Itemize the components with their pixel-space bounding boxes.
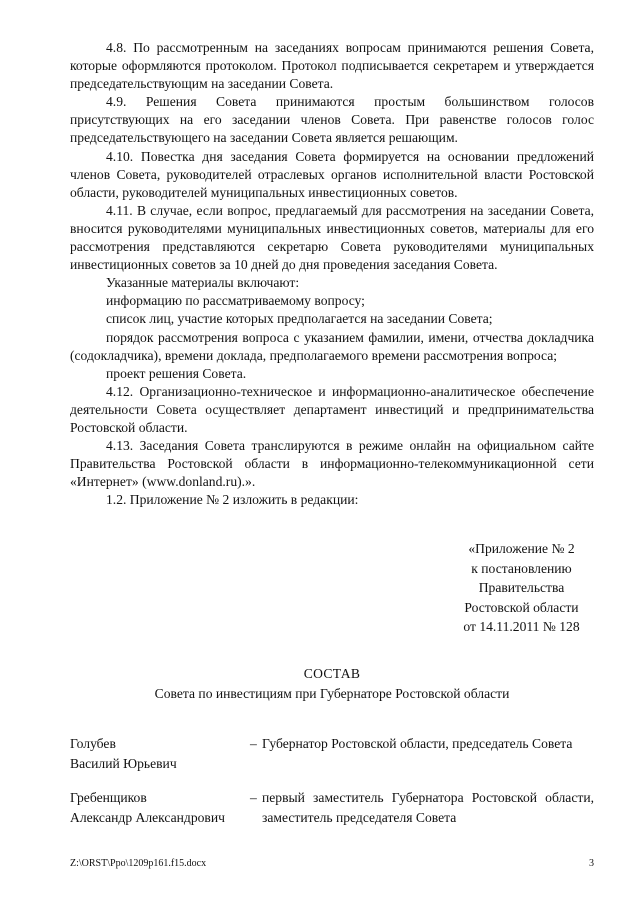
approval-line: к постановлению <box>471 560 572 576</box>
materials-item-draft: проект решения Совета. <box>106 365 247 381</box>
materials-intro: Указанные материалы включают: <box>106 275 300 291</box>
approval-line: Ростовской области <box>464 599 579 615</box>
page-number: 3 <box>589 858 594 869</box>
approval-line: Правительства <box>478 580 565 596</box>
paragraph-4-10: 4.10. Повестка дня заседания Совета формируется на основании предложений членов Совета, руководителей отраслевых органов исполнительной власти Ростовской области, руководителей муниципальных инвестиционных советов. <box>70 148 594 200</box>
approval-line: от 14.11.2011 № 128 <box>463 619 580 635</box>
member-surname: Голубев <box>70 736 116 752</box>
file-path: Z:\ORST\Ppo\1209p161.f15.docx <box>70 858 207 869</box>
approval-line: «Приложение № 2 <box>468 541 575 557</box>
member-given-names: Василий Юрьевич <box>70 755 177 771</box>
appendix-approval-block <box>449 539 594 636</box>
member-row <box>70 788 594 827</box>
member-role: первый заместитель Губернатора Ростовской области, заместитель председателя Совета <box>262 790 594 825</box>
member-dash: – <box>250 790 257 806</box>
paragraph-4-9: 4.9. Решения Совета принимаются простым большинством голосов присутствующих на его заседании членов Совета. При равенстве голосов голос председательствующего на заседании Совета является решающим. <box>70 94 594 146</box>
member-name <box>70 734 250 773</box>
composition-title-block <box>70 664 594 704</box>
paragraph-4-8: 4.8. По рассмотренным на заседаниях вопросам принимаются решения Совета, которые оформляются протоколом. Протокол подписывается секретарем и утверждается председательствующим на заседании Совета. <box>70 40 594 92</box>
materials-item-procedure: порядок рассмотрения вопроса с указанием фамилии, имени, отчества докладчика (содокладчика), времени доклада, предполагаемого времени рассмотрения вопроса; <box>70 329 594 363</box>
materials-item-info: информацию по рассматриваемому вопросу; <box>106 293 365 309</box>
paragraph-4-12: 4.12. Организационно-техническое и информационно-аналитическое обеспечение деятельности Совета осуществляет департамент инвестиций и предпринимательства Ростовской области. <box>70 383 594 435</box>
document-body <box>70 39 594 842</box>
member-role: Губернатор Ростовской области, председатель Совета <box>262 736 573 752</box>
member-given-names: Александр Александрович <box>70 809 225 825</box>
member-dash: – <box>250 736 257 752</box>
paragraph-4-11: 4.11. В случае, если вопрос, предлагаемый для рассмотрения на заседании Совета, вносится руководителями муниципальных инвестиционных советов, материалы для его рассмотрения представляются секретарю Совета руководителями муниципальных инвестиционных советов за 10 дней до дня проведения заседания Совета. <box>70 202 594 273</box>
member-row <box>70 734 594 773</box>
members-list <box>70 734 594 827</box>
page-footer <box>70 858 594 870</box>
member-name <box>70 788 250 827</box>
composition-subtitle: Совета по инвестициям при Губернаторе Ростовской области <box>154 686 510 702</box>
member-surname: Гребенщиков <box>70 790 147 806</box>
paragraph-1-2: 1.2. Приложение № 2 изложить в редакции: <box>106 492 359 508</box>
composition-title: СОСТАВ <box>303 666 361 682</box>
paragraph-4-13: 4.13. Заседания Совета транслируются в режиме онлайн на официальном сайте Правительства Ростовской области в информационно-телекоммуникационной сети «Интернет» (www.donland.ru).». <box>70 438 594 490</box>
materials-item-participants: список лиц, участие которых предполагается на заседании Совета; <box>106 311 493 327</box>
